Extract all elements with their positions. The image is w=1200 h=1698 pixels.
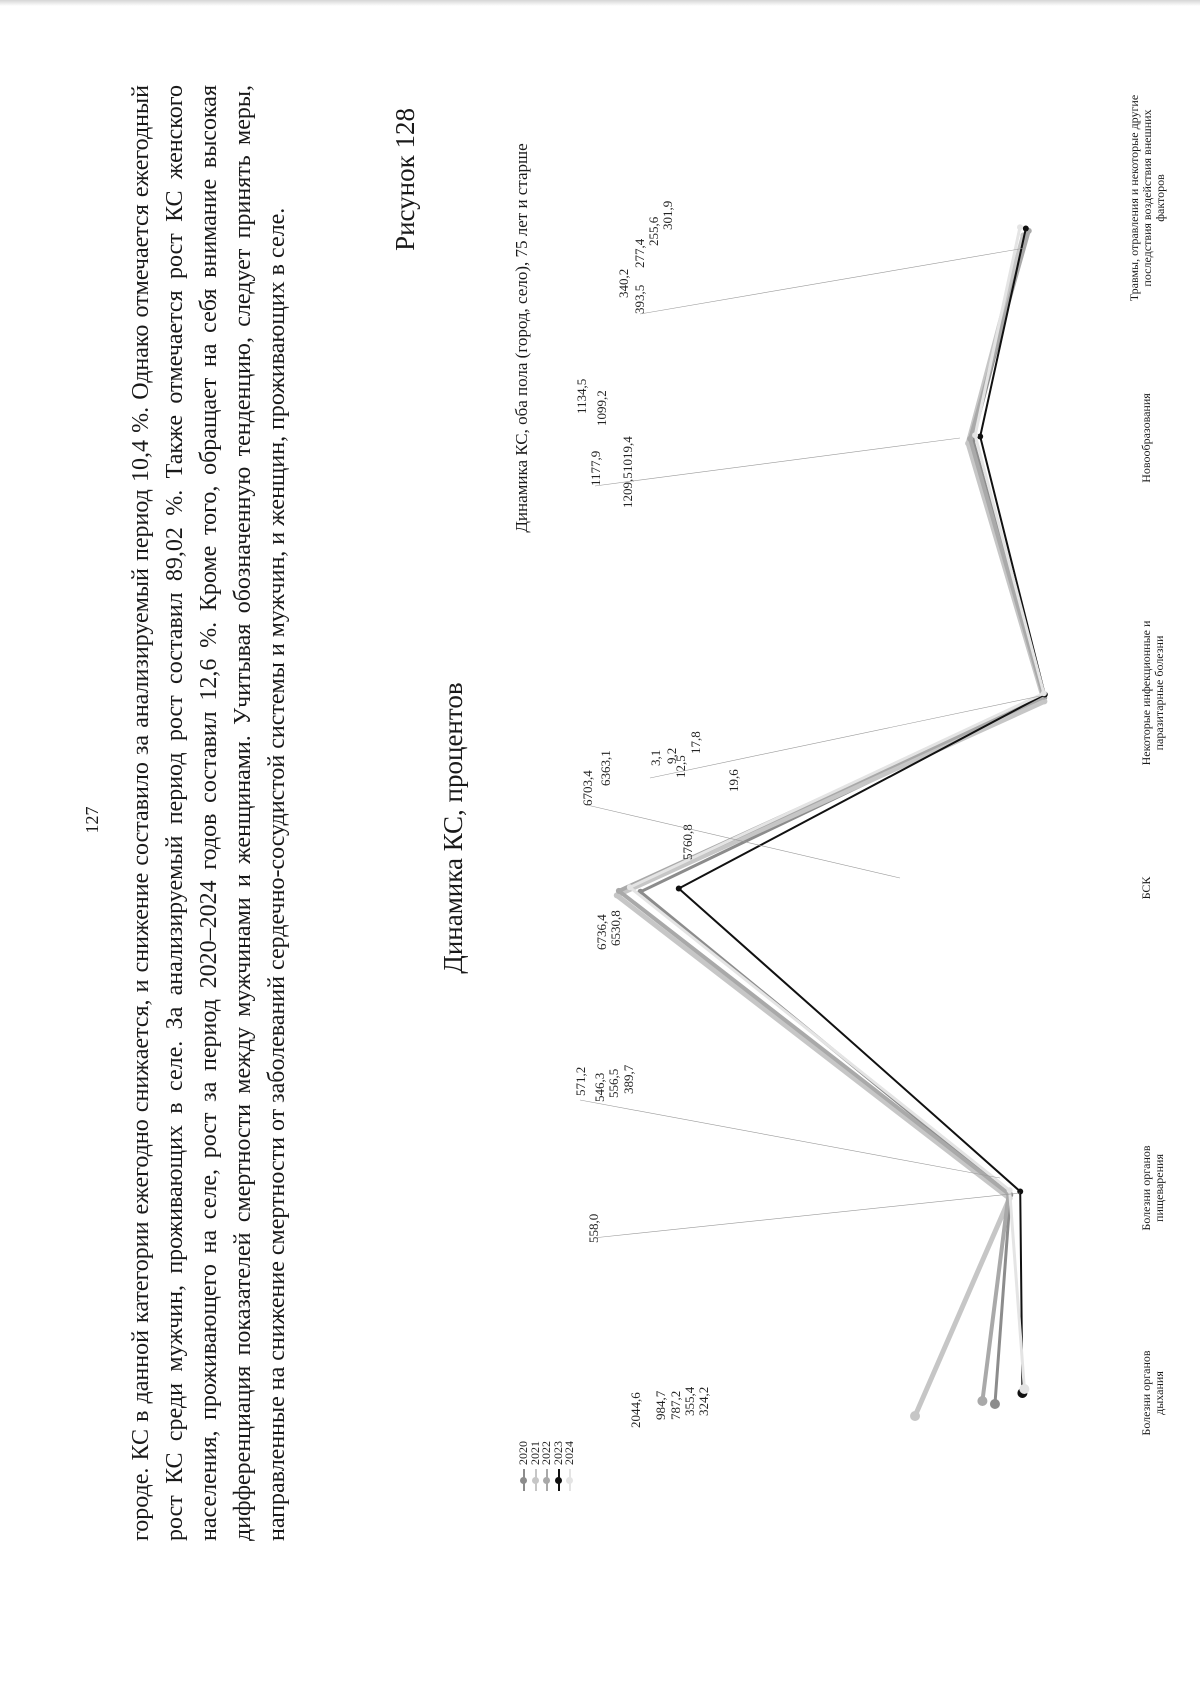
data-label: 1019,4 bbox=[620, 436, 635, 472]
data-label: 9,2 bbox=[664, 747, 679, 764]
series-line-2023 bbox=[679, 229, 1045, 1394]
category-label: БСК bbox=[1139, 876, 1153, 900]
figure-label: Рисунок 128 bbox=[390, 108, 420, 251]
data-label: 355,4 bbox=[682, 1386, 697, 1416]
leader-line bbox=[640, 248, 1025, 314]
legend-label: 2021 bbox=[527, 1441, 542, 1465]
data-label: 1099,2 bbox=[594, 390, 609, 426]
data-point-2020 bbox=[990, 1399, 1000, 1409]
data-point-2022 bbox=[977, 1396, 987, 1406]
data-label: 1134,5 bbox=[574, 378, 589, 414]
leader-line bbox=[593, 1193, 1020, 1238]
data-label: 1177,9 bbox=[588, 450, 603, 486]
legend-dot-2022 bbox=[543, 1477, 550, 1484]
data-point-2024 bbox=[1007, 1187, 1013, 1193]
data-label: 3,1 bbox=[648, 749, 663, 766]
data-label: 558,0 bbox=[586, 1213, 601, 1243]
data-label: 19,6 bbox=[726, 769, 741, 792]
data-label: 984,7 bbox=[653, 1390, 668, 1420]
data-label: 6363,1 bbox=[598, 750, 613, 786]
data-label: 6736,4 bbox=[594, 914, 609, 950]
legend-label: 2020 bbox=[516, 1441, 530, 1465]
data-point-2023 bbox=[1017, 1189, 1023, 1195]
category-label: Болезни органов дыхания bbox=[1139, 1350, 1166, 1436]
data-label: 556,5 bbox=[606, 1068, 621, 1098]
data-label: 546,3 bbox=[592, 1072, 607, 1102]
legend-dot-2020 bbox=[520, 1477, 527, 1484]
page-number: 127 bbox=[82, 806, 102, 834]
body-paragraph: городе. КС в данной категории ежегодно снижается, и снижение составило за анализируемый период 10,4 %. Однако отмечается ежегодный рост КС среди мужчин, проживающих в селе. За анализируемый период рост составил 89,02 %. Также отмечается рост КС женского населения, проживающего на селе, рост за период 2020–2024 годов составил 12,6 %. Кроме того, обращает на себя внимание высокая дифференциация показателей смертности между мужчинами и женщинами. Учитывая обозначенную тенденцию, следует принять меры, направленные на снижение смертности от заболеваний сердечно-сосудистой системы и мужчин, и женщин, проживающих в селе. bbox=[128, 85, 290, 1541]
data-point-2024 bbox=[627, 884, 633, 890]
data-label: 393,5 bbox=[632, 284, 647, 314]
legend-dot-2021 bbox=[532, 1477, 539, 1484]
data-label: 6530,8 bbox=[608, 910, 623, 946]
data-point-2022 bbox=[616, 888, 622, 894]
data-label: 17,8 bbox=[688, 731, 703, 754]
data-label: 2044,6 bbox=[628, 1392, 643, 1428]
leader-line bbox=[587, 805, 900, 878]
data-label: 787,2 bbox=[668, 1390, 683, 1420]
category-label: Травмы, отравления и некоторые другие последствия воздействия внешних факторов bbox=[1127, 94, 1167, 302]
category-label: Некоторые инфекционные и паразитарные болезни bbox=[1139, 620, 1166, 766]
chart-legend bbox=[518, 1433, 576, 1493]
data-point-2023 bbox=[1023, 226, 1029, 232]
data-point-2023 bbox=[977, 434, 983, 440]
data-label: 255,6 bbox=[646, 216, 661, 246]
data-point-2023 bbox=[676, 886, 682, 892]
data-label: 571,2 bbox=[573, 1066, 588, 1096]
data-label: 340,2 bbox=[616, 268, 631, 298]
data-label: 277,4 bbox=[632, 238, 647, 268]
legend-label: 2023 bbox=[550, 1441, 565, 1465]
data-point-2024 bbox=[972, 432, 978, 438]
data-label: 324,2 bbox=[696, 1386, 711, 1416]
data-point-2022 bbox=[967, 436, 973, 442]
data-point-2021 bbox=[910, 1411, 920, 1421]
series-line-2024 bbox=[630, 227, 1044, 1389]
data-label: 12,5 bbox=[673, 755, 688, 778]
leader-line bbox=[595, 438, 960, 486]
data-point-2024 bbox=[1041, 690, 1047, 696]
chart-subtitle: Динамика КС, оба пола (город, село), 75 лет и старше bbox=[512, 143, 531, 533]
series-line-2020 bbox=[640, 232, 1044, 1404]
data-label: 1209,5 bbox=[620, 472, 635, 508]
data-point-2024 bbox=[1019, 1384, 1029, 1394]
legend-item-2024 bbox=[564, 1433, 576, 1493]
data-label: 5760,8 bbox=[680, 824, 695, 860]
chart-title: Динамика КС, процентов bbox=[438, 682, 468, 974]
legend-label: 2024 bbox=[562, 1441, 576, 1465]
data-point-2024 bbox=[1017, 224, 1023, 230]
category-label: Новообразования bbox=[1139, 393, 1153, 483]
leader-line bbox=[650, 696, 1040, 778]
data-label: 301,9 bbox=[660, 200, 675, 230]
legend-label: 2022 bbox=[539, 1441, 553, 1465]
legend-dot-2023 bbox=[555, 1477, 562, 1484]
data-label: 389,7 bbox=[621, 1064, 636, 1094]
category-label: Болезни органов пищеварения bbox=[1139, 1145, 1166, 1231]
legend-dot-2024 bbox=[566, 1477, 573, 1484]
data-label: 6703,4 bbox=[580, 770, 595, 806]
